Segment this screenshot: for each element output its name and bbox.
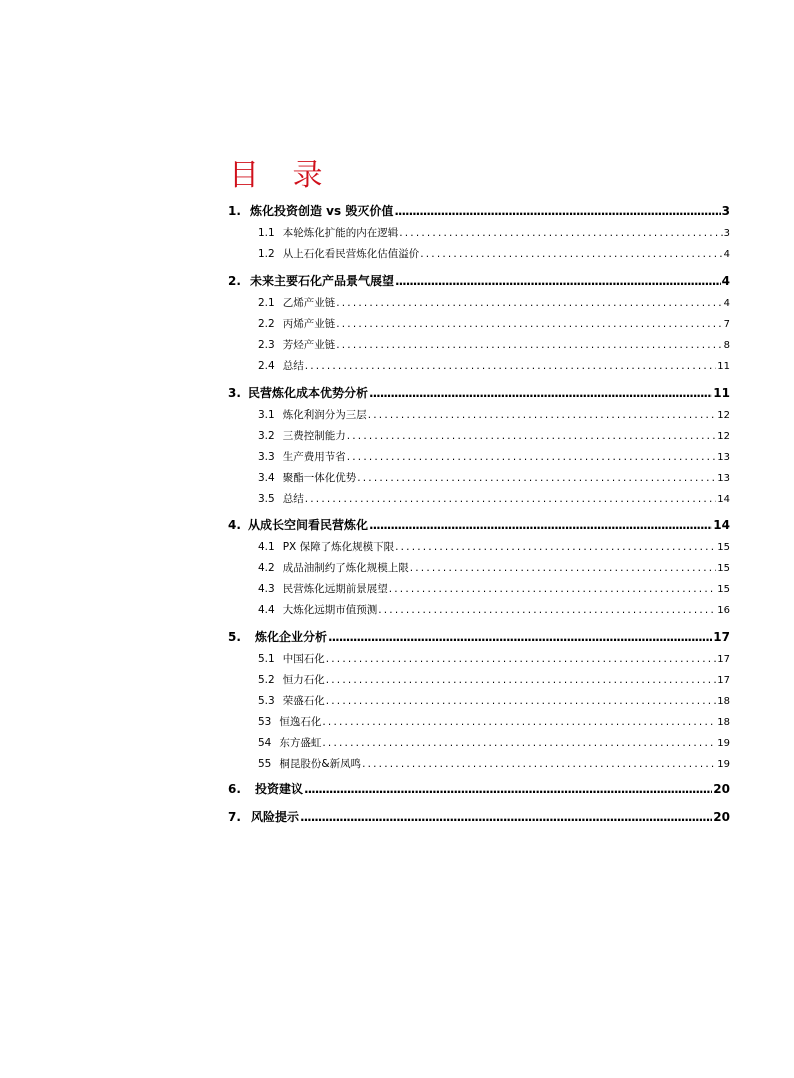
toc-subsection[interactable] <box>228 358 730 373</box>
toc-subsection-number: 2.4 <box>258 360 275 372</box>
toc-page-number: 8 <box>723 340 730 351</box>
toc-subsection-number: 2.3 <box>258 339 275 351</box>
toc-subsection[interactable] <box>228 581 730 596</box>
toc-subsection[interactable] <box>228 428 730 443</box>
toc-subsection[interactable] <box>228 735 730 750</box>
toc-page-number: 18 <box>717 717 730 728</box>
toc-page-number: 4 <box>721 274 730 288</box>
toc-section-4[interactable] <box>228 516 730 533</box>
dot-leader <box>395 541 716 553</box>
toc-subsection[interactable] <box>228 693 730 708</box>
toc-subsection[interactable] <box>228 539 730 554</box>
toc-subsection[interactable] <box>228 337 730 352</box>
dot-leader <box>326 653 717 665</box>
toc-subsection-title: 芳烃产业链 <box>282 339 336 351</box>
toc-subsection-title: PX 保障了炼化规模下限 <box>282 541 395 553</box>
dot-leader <box>389 583 717 595</box>
toc-page-number: 14 <box>717 494 730 505</box>
toc-subsection-title: 生产费用节省 <box>282 451 346 463</box>
toc-subsection-title: 丙烯产业链 <box>282 318 336 330</box>
dot-leader <box>328 630 712 644</box>
toc-page-number: 15 <box>717 563 730 574</box>
dot-leader <box>336 318 722 330</box>
toc-page-number: 17 <box>717 654 730 665</box>
toc-subsection-number: 3.4 <box>258 472 275 484</box>
toc-subsection[interactable] <box>228 714 730 729</box>
toc-subsection[interactable] <box>228 316 730 331</box>
toc-section-7[interactable] <box>228 808 730 825</box>
dot-leader <box>322 716 716 728</box>
toc-section-title: 投资建议 <box>255 782 304 796</box>
toc-page-number: 4 <box>723 298 730 309</box>
toc-page-number: 3 <box>723 228 730 239</box>
toc-page-number: 17 <box>717 675 730 686</box>
toc-subsection-number: 3.5 <box>258 493 275 505</box>
toc-subsection[interactable] <box>228 756 730 771</box>
toc-page-number: 15 <box>717 542 730 553</box>
dot-leader <box>369 518 712 532</box>
toc-page-number: 14 <box>713 518 730 532</box>
toc-subsection[interactable] <box>228 225 730 240</box>
toc-section-title: 从成长空间看民营炼化 <box>248 518 369 532</box>
dot-leader <box>362 758 716 770</box>
toc-subsection-title: 本轮炼化扩能的内在逻辑 <box>282 227 399 239</box>
toc-section-title: 民营炼化成本优势分析 <box>248 386 369 400</box>
toc-subsection-number: 3.1 <box>258 409 275 421</box>
toc-subsection-number: 3.2 <box>258 430 275 442</box>
toc-section-6[interactable] <box>228 780 730 797</box>
dot-leader <box>347 451 717 463</box>
toc-subsection-title: 东方盛虹 <box>279 737 322 749</box>
toc-subsection[interactable] <box>228 560 730 575</box>
toc-subsection-number: 2.1 <box>258 297 275 309</box>
dot-leader <box>394 204 720 218</box>
toc-page-number: 7 <box>723 319 730 330</box>
dot-leader <box>322 737 716 749</box>
dot-leader <box>357 472 716 484</box>
toc-page-number: 15 <box>717 584 730 595</box>
toc-page-number: 19 <box>717 738 730 749</box>
dot-leader <box>410 562 717 574</box>
dot-leader <box>305 493 717 505</box>
toc-section-title: 风险提示 <box>251 810 300 824</box>
toc-subsection-number: 1.1 <box>258 227 275 239</box>
toc-section-number: 3. <box>228 386 241 400</box>
toc-subsection-number: 5.1 <box>258 653 275 665</box>
toc-page-number: 13 <box>717 473 730 484</box>
toc-subsection[interactable] <box>228 491 730 506</box>
dot-leader <box>369 386 712 400</box>
toc-subsection-number: 55 <box>258 758 272 770</box>
toc-subsection[interactable] <box>228 295 730 310</box>
toc-section-number: 5. <box>228 630 241 644</box>
toc-subsection-title: 恒逸石化 <box>279 716 322 728</box>
toc-subsection-number: 4.2 <box>258 562 275 574</box>
toc-subsection-number: 5.2 <box>258 674 275 686</box>
dot-leader <box>336 297 722 309</box>
toc-subsection-title: 成品油制约了炼化规模上限 <box>282 562 409 574</box>
dot-leader <box>368 409 717 421</box>
toc-subsection-number: 4.3 <box>258 583 275 595</box>
toc-subsection[interactable] <box>228 246 730 261</box>
toc-page-number: 12 <box>717 431 730 442</box>
toc-subsection-number: 54 <box>258 737 272 749</box>
dot-leader <box>326 674 717 686</box>
toc-page-number: 12 <box>717 410 730 421</box>
toc-section-3[interactable] <box>228 384 730 401</box>
dot-leader <box>336 339 722 351</box>
toc-page-number: 20 <box>713 810 730 824</box>
toc-subsection[interactable] <box>228 602 730 617</box>
dot-leader <box>347 430 717 442</box>
dot-leader <box>399 227 722 239</box>
toc-subsection-title: 总结 <box>282 360 304 372</box>
toc-subsection[interactable] <box>228 470 730 485</box>
toc-subsection-title: 聚酯一体化优势 <box>282 472 357 484</box>
toc-section-number: 2. <box>228 274 241 288</box>
toc-subsection-title: 中国石化 <box>282 653 325 665</box>
toc-section-title: 炼化投资创造 vs 毁灭价值 <box>250 204 394 218</box>
toc-subsection-title: 民营炼化远期前景展望 <box>282 583 388 595</box>
toc-subsection-number: 3.3 <box>258 451 275 463</box>
toc-section-title: 未来主要石化产品景气展望 <box>250 274 395 288</box>
toc-page-number: 11 <box>717 361 730 372</box>
toc-subsection-title: 大炼化远期市值预测 <box>282 604 378 616</box>
toc-subsection-number: 53 <box>258 716 272 728</box>
dot-leader <box>300 810 712 824</box>
toc-subsection-number: 5.3 <box>258 695 275 707</box>
toc-subsection-number: 4.1 <box>258 541 275 553</box>
toc-section-1[interactable] <box>228 202 730 219</box>
toc-section-number: 6. <box>228 782 241 796</box>
toc-subsection-number: 1.2 <box>258 248 275 260</box>
toc-subsection-title: 恒力石化 <box>282 674 325 686</box>
toc-page-number: 3 <box>721 204 730 218</box>
toc-subsection-title: 总结 <box>282 493 304 505</box>
dot-leader <box>326 695 717 707</box>
toc-subsection-title: 荣盛石化 <box>282 695 325 707</box>
toc-page-number: 20 <box>713 782 730 796</box>
toc-title: 目 录 <box>229 158 335 193</box>
toc-page-number: 17 <box>713 630 730 644</box>
toc-section-number: 4. <box>228 518 241 532</box>
toc-subsection-title: 炼化利润分为三层 <box>282 409 367 421</box>
toc-subsection-title: 桐昆股份&新凤鸣 <box>279 758 362 770</box>
dot-leader <box>305 360 717 372</box>
toc-section-5[interactable] <box>228 628 730 645</box>
toc-page-number: 11 <box>713 386 730 400</box>
toc-subsection-title: 从上石化看民营炼化估值溢价 <box>282 248 420 260</box>
toc-section-number: 7. <box>228 810 241 824</box>
toc-subsection-title: 乙烯产业链 <box>282 297 336 309</box>
toc-subsection[interactable] <box>228 651 730 666</box>
toc-page-number: 18 <box>717 696 730 707</box>
dot-leader <box>420 248 722 260</box>
dot-leader <box>304 782 712 796</box>
dot-leader <box>378 604 716 616</box>
toc-subsection[interactable] <box>228 407 730 422</box>
toc-page-number: 19 <box>717 759 730 770</box>
toc-section-number: 1. <box>228 204 241 218</box>
toc-subsection-number: 4.4 <box>258 604 275 616</box>
dot-leader <box>395 274 721 288</box>
toc-subsection-number: 2.2 <box>258 318 275 330</box>
toc-subsection[interactable] <box>228 449 730 464</box>
toc-section-2[interactable] <box>228 272 730 289</box>
toc-subsection[interactable] <box>228 672 730 687</box>
toc-page-number: 13 <box>717 452 730 463</box>
toc-section-title: 炼化企业分析 <box>255 630 328 644</box>
toc-subsection-title: 三费控制能力 <box>282 430 346 442</box>
toc-page-number: 16 <box>717 605 730 616</box>
toc-page-number: 4 <box>723 249 730 260</box>
